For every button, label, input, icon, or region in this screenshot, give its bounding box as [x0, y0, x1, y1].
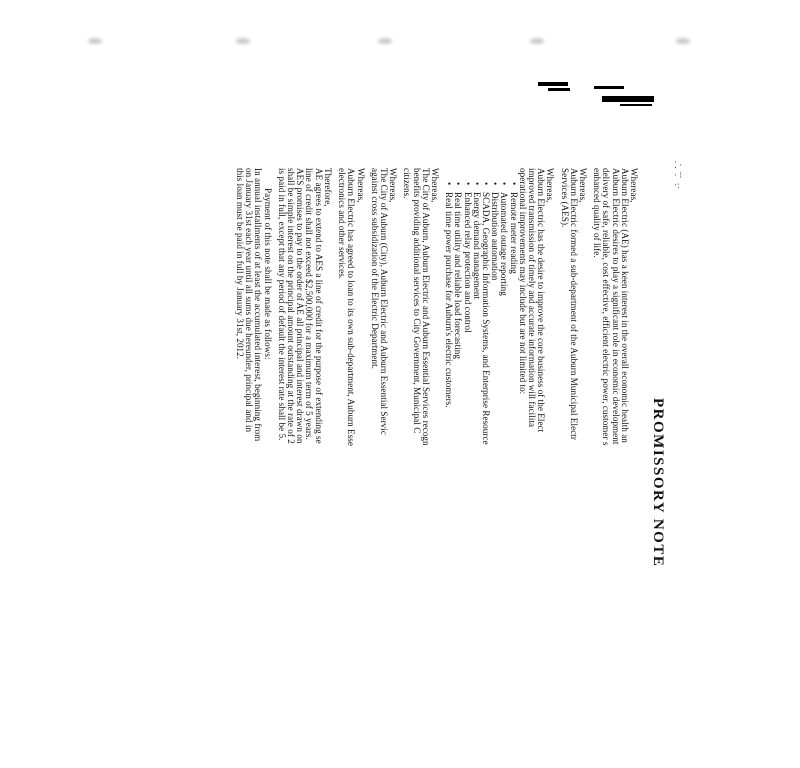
redaction-mark [538, 82, 568, 86]
redaction-mark [620, 104, 652, 106]
list-item: • Automated outage reporting [499, 182, 508, 768]
handwriting-mark: ⁚ · · ⁝ ·: [674, 160, 683, 190]
redaction-mark [602, 96, 654, 102]
paragraph-heading: Whereas, [577, 168, 588, 203]
paragraph-line: The City of Auburn (City), Auburn Electric and Auburn Essential Servic [378, 168, 389, 435]
list-item: • Enhanced relay protection and control [462, 182, 471, 768]
scan-artifact [378, 38, 392, 44]
paragraph-line: Auburn Electric formed a sub-department of the Auburn Municipal Electr [568, 168, 579, 440]
paragraph-line: improved transmission of timely and accurate information will facilita [526, 168, 537, 428]
paragraph-line: Auburn Electric desires to play a significant role in economic development [610, 168, 621, 445]
paragraph-line: Services (AES). [559, 168, 570, 228]
paragraph-line: The City of Auburn, Auburn Electric and Auburn Essential Services recogn [420, 168, 431, 446]
paragraph-heading: Whereas, [355, 168, 366, 203]
paragraph-1 [559, 168, 587, 768]
redaction-mark [594, 86, 624, 89]
paragraph-3 [402, 168, 439, 768]
paragraph-line: operational improvements may include but are not limited to: [517, 168, 528, 395]
paragraph-line: delivery of safe, reliable, cost effective, efficient electric power, customer s [601, 168, 612, 446]
paragraph-line: Auburn Electric (AE) has a keen interest in the overall economic health an [619, 168, 630, 443]
paragraph-2 [518, 168, 555, 768]
list-item: • Real time power purchase for Auburn's electric customers. [444, 182, 453, 768]
improvement-list [444, 168, 518, 768]
rotated-page [235, 168, 668, 630]
paragraph-line: enhanced quality of life. [592, 168, 603, 258]
document-title: PROMISSORY NOTE [650, 398, 666, 568]
list-item: • Real time utility and reliable load forecasting [453, 182, 462, 768]
document-body [230, 168, 638, 768]
list-item: • Energy demand management [472, 182, 481, 768]
paragraph-line: line of credit shall not exceed $2,500,000 for a maximum term of 5 years. [304, 168, 315, 440]
paragraph-line: electronics and other services. [337, 168, 348, 280]
list-item: • Distribution automation [490, 182, 499, 768]
paragraph-line: AES promises to pay to the order of AE all principal and interest drawn on [295, 168, 306, 444]
paragraph-line: citizens. [402, 168, 413, 199]
paragraph-5 [337, 168, 365, 768]
paragraph-line: against cross subsidization of the Electric Department. [369, 168, 380, 369]
paragraph-line: Payment of this note shall be made as follows: [262, 188, 273, 360]
redaction-mark [548, 88, 570, 91]
paragraph-7 [235, 168, 272, 768]
paragraph-line: benefits providing additional services to City Government, Municipal C [411, 168, 422, 434]
paragraph-heading: Whereas, [629, 168, 639, 203]
list-item: • Remote meter reading [508, 182, 517, 768]
paragraph-line: In annual installments of at least the accumulated interest, beginning from [253, 168, 264, 442]
paragraph-heading: Therefore, [322, 168, 333, 207]
paragraph-line: AE agrees to extend to AES a line of credit for the purpose of extending se [313, 168, 324, 444]
paragraph-line: on January 31st each year until all sums due hereunder, principal and in [244, 168, 255, 433]
scan-artifact [236, 38, 250, 44]
scan-artifact [88, 38, 102, 44]
paragraph-4 [370, 168, 398, 768]
paragraph-6 [277, 168, 332, 768]
paragraph-heading: Whereas, [388, 168, 399, 203]
scan-artifact [676, 38, 690, 44]
paragraph-line: Auburn Electric has the desire to improve the core business of the Elect [536, 168, 547, 433]
paragraph-heading: Whereas, [545, 168, 556, 203]
paragraph-line: is paid in full, except that any period of default the interest rate shall be 5. [276, 168, 287, 441]
paragraph-0 [592, 168, 638, 768]
paragraph-heading: Whereas, [429, 168, 440, 203]
list-item: • SCADA, Geographic Information Systems, and Enterprise Resource [481, 182, 490, 768]
paragraph-line: Auburn Electric has agreed to loan to its own sub-department, Auburn Esse [346, 168, 357, 446]
scan-artifact [530, 38, 544, 44]
paragraph-line: shall be simple interest on the principal amount outstanding at the rate of 2 [286, 168, 297, 444]
paragraph-line: this loan must be paid in full by January 31st, 2012. [235, 168, 246, 360]
